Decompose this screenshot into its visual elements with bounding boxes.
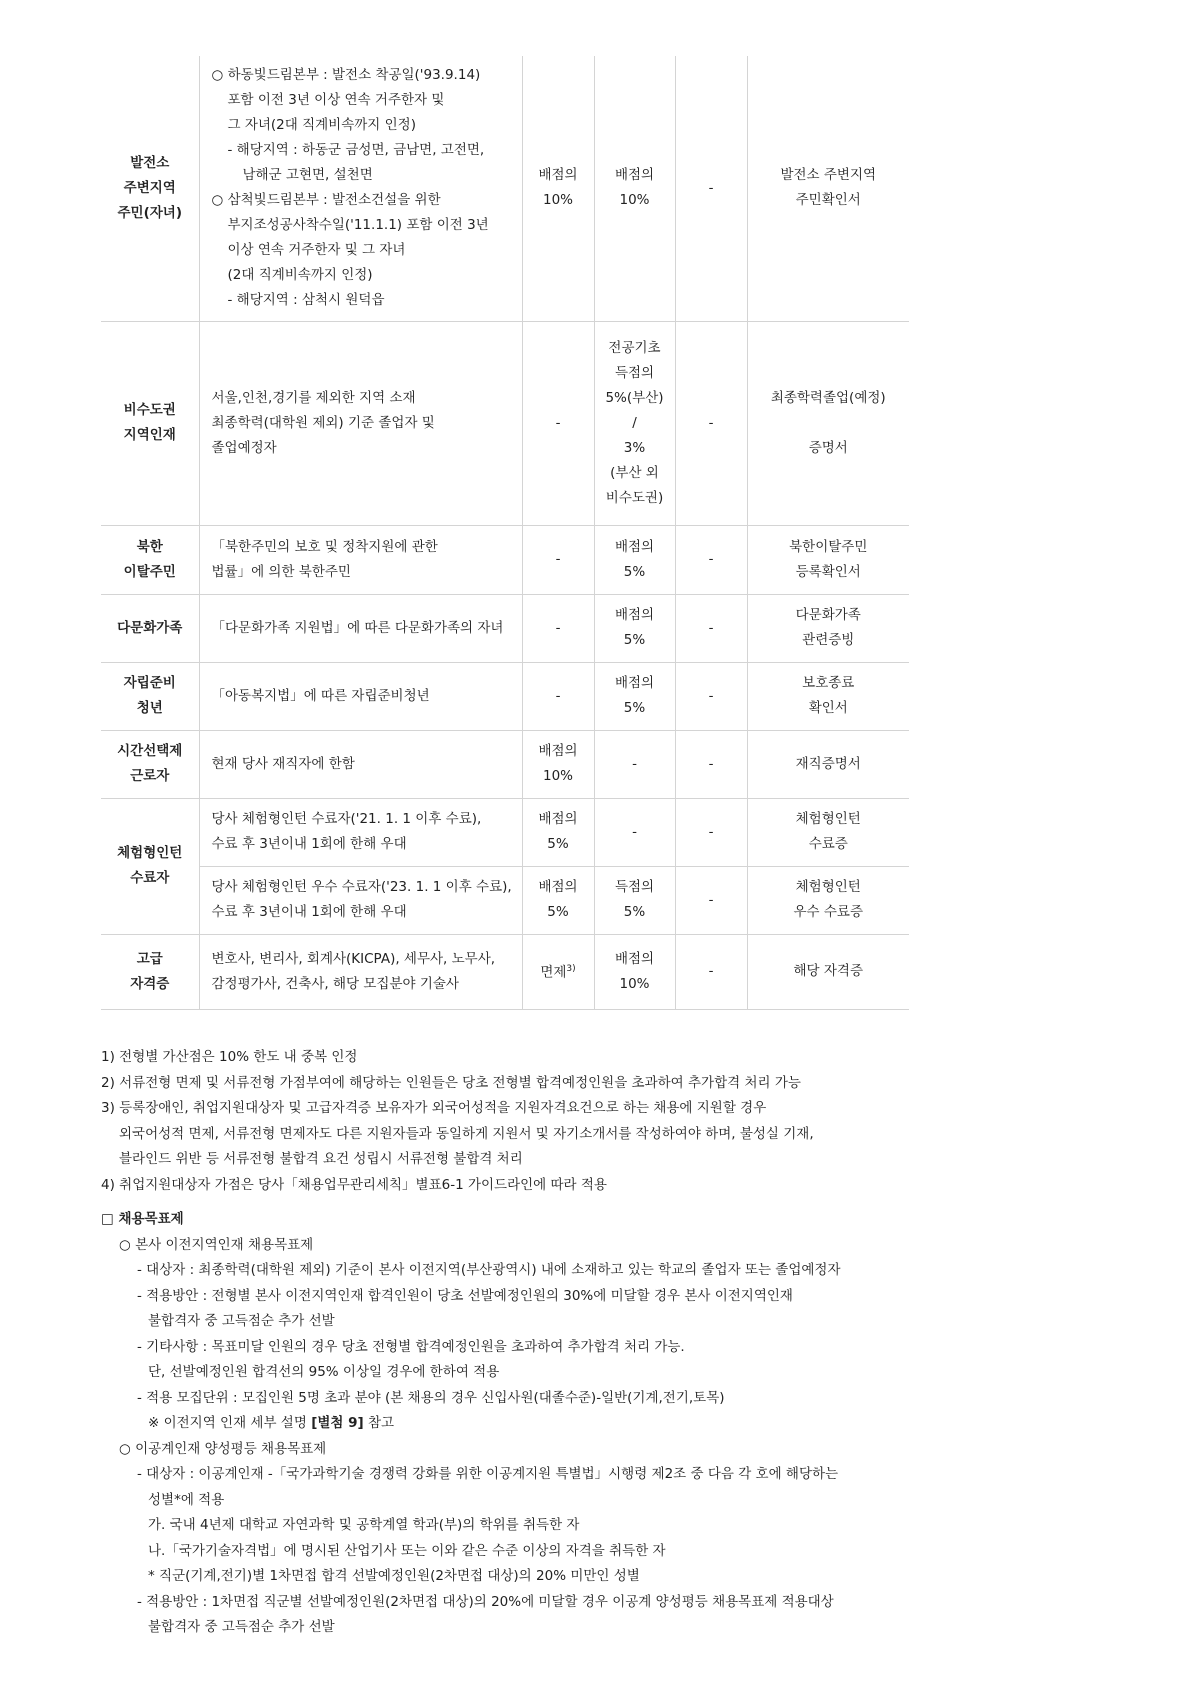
description-cell [199,730,522,798]
cell-line: - [708,414,714,431]
cell-line: 배점의 [538,743,578,759]
col5-cell [675,934,747,1009]
cell-line: 5% [623,632,646,648]
section-line: - 적용방안 : 1차면접 직군별 선발예정인원(2차면접 대상)의 20%에 미달할 경우 이공계 양성평등 채용목표제 적용대상 [137,1593,834,1610]
cell-line: - [555,551,561,567]
cell-line: 재직증명서 [795,755,861,772]
description-line: ○ 삼척빛드림본부 : 발전소건설을 위한 [211,192,441,209]
footnote-line: 2) 서류전형 면제 및 서류전형 가점부여에 해당하는 인원들은 당초 전형별 합격예정인원을 초과하여 추가합격 처리 가능 [101,1074,801,1091]
section-line: - 기타사항 : 목표미달 인원의 경우 당초 전형별 합격예정인원을 초과하여 추가합격 처리 가능. [137,1338,685,1355]
cell-line: - [632,755,637,772]
description-line: - 해당지역 : 하동군 금성면, 금남면, 고전면, [227,142,485,159]
cell-line: - [708,891,714,908]
description-cell [199,798,522,866]
footnotes [101,1045,814,1198]
cell-line: 득점의 [614,879,655,895]
col3-cell [522,798,594,866]
col4-cell [594,525,675,594]
col5-cell [675,798,747,866]
col3-cell [522,56,594,321]
description-line: 부지조성공사착수일('11.1.1) 포함 이전 3년 [227,217,489,234]
cell-line: 수료자 [130,870,170,886]
cell-line: 10% [619,192,650,209]
category-cell [101,934,199,1009]
cell-text: 면제 [540,964,567,981]
col3-cell [522,662,594,730]
cell-line: 5% [623,563,646,580]
col6-cell [747,934,909,1009]
section-line: 나.「국가기술자격법」에 명시된 산업기사 또는 이와 같은 수준 이상의 자격을 취득한 자 [148,1542,666,1559]
col6-cell [747,321,909,525]
cell-line: 발전소 주변지역 [780,167,877,184]
cell-line: 10% [542,192,573,209]
section-line: - 대상자 : 최종학력(대학원 제외) 기준이 본사 이전지역(부산광역시) 내에 소재하고 있는 학교의 졸업자 또는 졸업예정자 [137,1262,841,1278]
description-cell [199,56,522,321]
description-line: 당사 체험형인턴 수료자('21. 1. 1 이후 수료), [211,811,482,827]
description-line: ○ 하동빛드림본부 : 발전소 착공일('93.9.14) [211,67,481,84]
col3-cell [522,321,594,525]
cell-line: - [555,687,561,704]
footnote-line: 블라인드 위반 등 서류전형 불합격 요건 성립시 서류전형 불합격 처리 [119,1151,523,1167]
cell-line: - [708,551,714,567]
cell-line: 자립준비 [123,675,176,691]
description-line: 포함 이전 3년 이상 연속 거주한자 및 [227,92,445,109]
cell-line: 배점의 [614,950,655,967]
col4-cell [594,866,675,934]
col4-cell [594,934,675,1009]
cell-line: 10% [619,975,650,992]
cell-line: 시간선택제 [117,743,183,759]
col4-cell [594,730,675,798]
cell-line: 등록확인서 [795,563,861,580]
col4-cell [594,662,675,730]
description-line: 「북한주민의 보호 및 정착지원에 관한 [211,538,438,555]
table-row [101,798,909,866]
description-line: 「다문화가족 지원법」에 따른 다문화가족의 자녀 [211,619,504,636]
cell-line: 수료증 [808,836,848,852]
cell-line: 청년 [136,700,163,716]
cell-line: 비수도권 [123,402,176,418]
col5-cell [675,525,747,594]
col4-cell [594,321,675,525]
cell-line: - [708,823,714,840]
col5-cell [675,321,747,525]
description-cell [199,662,522,730]
footnote-line: 4) 취업지원대상자 가점은 당사「채용업무관리세칙」별표6-1 가이드라인에 따라 적용 [101,1176,607,1193]
section-line: - 대상자 : 이공계인재 -「국가과학기술 경쟁력 강화를 위한 이공계지원 특별법」시행령 제2조 중 다음 각 호에 해당하는 [137,1466,839,1482]
description-line: 서울,인천,경기를 제외한 지역 소재 [211,389,416,406]
description-line: 졸업예정자 [211,439,277,456]
cell-line: 배점의 [538,167,578,184]
description-line: (2대 직계비속까지 인정) [227,267,373,284]
cell-line: 5% [623,904,646,920]
category-cell [101,798,199,934]
cell-line: 5% [547,904,569,920]
cell-line: - [632,823,637,840]
description-line: 변호사, 변리사, 회계사(KICPA), 세무사, 노무사, [211,950,496,967]
col3-cell [522,934,594,1009]
cell-line: 5% [547,836,569,852]
description-cell [199,866,522,934]
cell-line: 북한 [136,538,163,555]
col6-cell [747,525,909,594]
cell-line: - [708,963,714,979]
cell-line: 배점의 [614,538,655,555]
col5-cell [675,730,747,798]
col3-cell [522,866,594,934]
description-line: 수료 후 3년이내 1회에 한해 우대 [211,836,407,852]
cell-line: 근로자 [130,768,170,784]
cell-line: 보호종료 [802,675,855,691]
cell-line: - [555,414,561,431]
footnote-line: 3) 등록장애인, 취업지원대상자 및 고급자격증 보유자가 외국어성적을 지원자격요건으로 하는 채용에 지원할 경우 [101,1100,767,1116]
description-cell [199,321,522,525]
cell-line: 지역인재 [123,427,176,443]
col3-cell [522,594,594,662]
col6-cell [747,798,909,866]
cell-line: 다문화가족 [117,619,183,636]
description-cell [199,934,522,1009]
col5-cell [675,56,747,321]
col6-cell [747,730,909,798]
col6-cell [747,662,909,730]
section-line: ○ 이공계인재 양성평등 채용목표제 [119,1440,327,1457]
cell-line: 비수도권) [605,489,664,506]
preference-table [101,56,909,1010]
section-line: 성별*에 적용 [148,1491,225,1508]
table-row [101,594,909,662]
section-line: * 직군(기계,전기)별 1차면접 합격 선발예정인원(2차면접 대상)의 20% 미만인 성별 [148,1568,640,1584]
cell-line: 주민(자녀) [117,204,182,221]
cell-line: 북한이탈주민 [789,538,868,555]
cell-line: - [555,619,561,636]
description-line: 현재 당사 재직자에 한함 [211,755,355,772]
cell-line: 해당 자격증 [793,963,863,979]
cell-line: (부산 외 [610,464,659,481]
table-row [101,934,909,1009]
col6-cell [747,866,909,934]
section-line: - 적용 모집단위 : 모집인원 5명 초과 분야 (본 채용의 경우 신입사원(대졸수준)-일반(기계,전기,토목) [137,1389,725,1406]
cell-line: 배점의 [538,811,578,827]
cell-line: 주변지역 [123,179,176,196]
table-row [101,730,909,798]
cell-line: 배점의 [538,879,578,895]
category-cell [101,662,199,730]
category-cell [101,321,199,525]
footnote-ref: 3) [566,964,576,975]
table-row [101,662,909,730]
section-line: ○ 본사 이전지역인재 채용목표제 [119,1236,314,1253]
cell-line: 득점의 [614,364,655,381]
cell-line: 고급 [136,950,163,967]
cell-line: 자격증 [130,975,170,992]
cell-line: / [632,414,637,431]
cell-line: 5% [623,700,646,716]
col4-cell [594,798,675,866]
description-cell [199,594,522,662]
category-cell [101,525,199,594]
cell-line: - [708,179,714,196]
col6-cell [747,56,909,321]
cell-line: 증명서 [808,439,848,456]
footnote-line: 1) 전형별 가산점은 10% 한도 내 중복 인정 [101,1049,358,1065]
footnote-line: 외국어성적 면제, 서류전형 면제자도 다른 지원자들과 동일하게 지원서 및 자기소개서를 작성하여야 하며, 불성실 기재, [119,1125,814,1142]
category-cell [101,594,199,662]
table-row [101,321,909,525]
cell-line: - [708,687,714,704]
cell-line: 체험형인턴 [795,811,861,827]
cell-line: 주민확인서 [795,192,861,209]
cell-line: 전공기초 [608,339,661,356]
table-row [101,525,909,594]
section-line: ※ 이전지역 인재 세부 설명 [별첨 9] 참고 [148,1415,395,1431]
hiring-target-section [101,1207,841,1641]
col5-cell [675,866,747,934]
col5-cell [675,662,747,730]
cell-line: 다문화가족 [795,607,861,623]
cell-line: 배점의 [614,607,655,623]
cell-line [748,411,910,436]
table-row [101,56,909,321]
description-line: 최종학력(대학원 제외) 기준 졸업자 및 [211,414,435,431]
col4-cell [594,594,675,662]
cell-line: 배점의 [614,675,655,691]
cell-line: - [708,619,714,636]
category-cell [101,56,199,321]
description-line: 남해군 고현면, 설천면 [242,167,373,184]
cell-line: 발전소 [130,154,170,171]
cell-line: 체험형인턴 [795,879,861,895]
description-line: 그 자녀(2대 직계비속까지 인정) [227,117,416,134]
cell-line: 우수 수료증 [793,904,863,920]
cell-line: - [708,755,714,772]
description-line: - 해당지역 : 삼척시 원덕읍 [227,292,385,309]
cell-line [523,957,594,986]
cell-line: 최종학력졸업(예정) [770,389,886,406]
cell-line: 10% [542,768,573,784]
cell-line: 관련증빙 [802,632,855,648]
col4-cell [594,56,675,321]
table-row [101,866,909,934]
cell-line: 확인서 [808,700,848,716]
description-line: 법률」에 의한 북한주민 [211,563,351,580]
description-line: 당사 체험형인턴 우수 수료자('23. 1. 1 이후 수료), [211,879,512,895]
category-cell [101,730,199,798]
description-cell [199,525,522,594]
cell-line: 5%(부산) [605,389,664,406]
col6-cell [747,594,909,662]
col3-cell [522,525,594,594]
cell-line: 3% [623,439,646,456]
section-line: 불합격자 중 고득점순 추가 선발 [148,1619,335,1635]
description-line: 감정평가사, 건축사, 해당 모집분야 기술사 [211,975,459,992]
section-line: 불합격자 중 고득점순 추가 선발 [148,1313,335,1329]
section-title: □ 채용목표제 [101,1211,184,1227]
cell-line: 배점의 [614,167,655,184]
section-line: - 적용방안 : 전형별 본사 이전지역인재 합격인원이 당초 선발예정인원의 30%에 미달할 경우 본사 이전지역인재 [137,1287,793,1304]
section-line: 단, 선발예정인원 합격선의 95% 이상일 경우에 한하여 적용 [148,1364,500,1380]
cell-line: 체험형인턴 [117,845,183,861]
cell-line: 이탈주민 [123,563,176,580]
description-line: 「아동복지법」에 따른 자립준비청년 [211,687,430,704]
col5-cell [675,594,747,662]
section-line: 가. 국내 4년제 대학교 자연과학 및 공학계열 학과(부)의 학위를 취득한 자 [148,1517,580,1533]
description-line: 수료 후 3년이내 1회에 한해 우대 [211,904,407,920]
col3-cell [522,730,594,798]
description-line: 이상 연속 거주한자 및 그 자녀 [227,242,406,259]
